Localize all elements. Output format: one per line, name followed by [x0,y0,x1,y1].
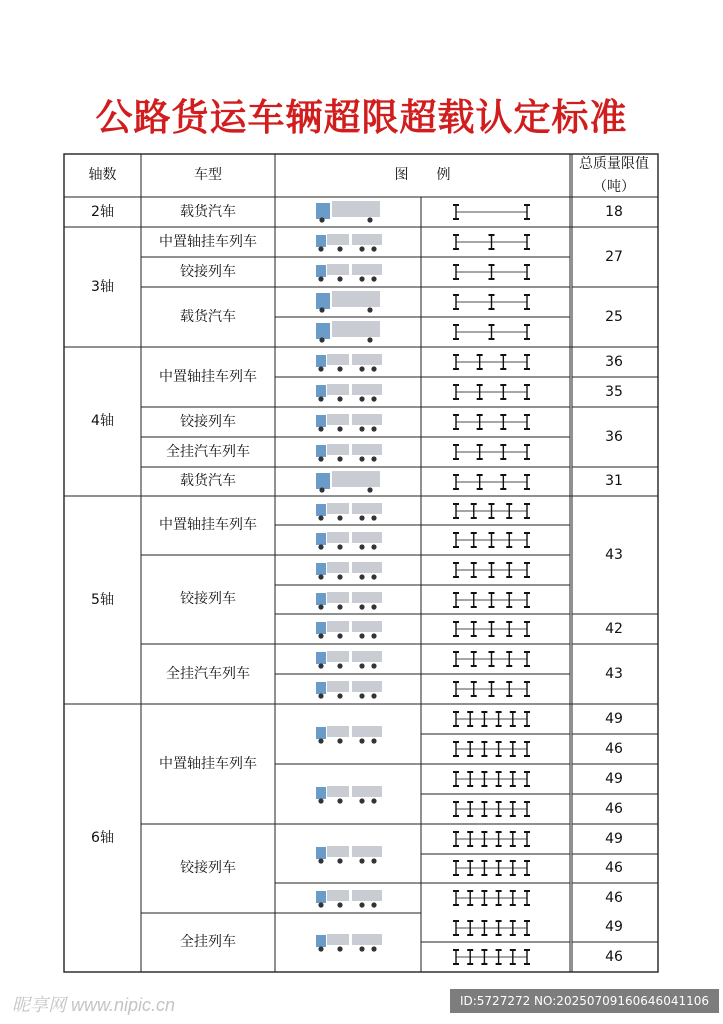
axle-diagram-icon [453,622,530,636]
truck-icon [316,846,382,864]
truck-icon [316,786,382,804]
truck-icon [316,321,380,343]
truck-icon [316,562,382,580]
limit-value: 49 [605,710,623,727]
axle-diagram-icon [453,385,530,399]
type-3axle-articulated: 铰接列车 [180,263,236,280]
truck-icon [316,621,382,639]
type-4axle-articulated: 铰接列车 [180,413,236,430]
type-5axle-center-axle-trailer: 中置轴挂车列车 [159,517,257,533]
axle-diagram-icon [453,832,530,846]
image-id-label: ID:5727272 NO:20250709160646041106 [450,989,719,1013]
axle-diagram-icon [453,772,530,786]
axle-diagram-icon [453,742,530,756]
axle-diagram-icon [453,355,530,369]
truck-icon [316,726,382,744]
type-5axle-full-trailer: 全挂汽车列车 [166,665,250,682]
axle-diagram-icon [453,295,530,309]
limit-value: 18 [605,203,623,220]
type-6axle-full-trailer: 全挂列车 [180,934,236,950]
axle-diagram-icon [453,950,530,964]
truck-icon [316,291,380,313]
watermark-bar [0,983,723,1024]
axle-diagram-icon [453,652,530,666]
axle-diagram-icon [453,415,530,429]
axle-diagram-icon [453,921,530,935]
axle-diagram-icon [453,861,530,875]
limit-value: 46 [605,889,623,906]
truck-icon [316,532,382,550]
truck-icon [316,651,382,669]
type-4axle-full-trailer: 全挂汽车列车 [166,443,250,460]
limit-value: 25 [605,308,623,325]
axle-diagram-icon [453,533,530,547]
truck-icon [316,934,382,952]
type-5axle-articulated: 铰接列车 [180,591,236,607]
truck-icon [316,890,382,908]
limit-value: 36 [605,428,623,445]
page-title: 公路货运车辆超限超载认定标准 [95,96,628,139]
axle-diagram-icon [453,205,530,219]
axle-diagram-icon [453,325,530,339]
header-illustration: 图 例 [394,167,451,183]
axle-diagram-icon [453,712,530,726]
truck-icon [316,354,382,372]
truck-icon [316,234,382,252]
limit-value: 46 [605,800,623,817]
type-3axle-center-axle-trailer: 中置轴挂车列车 [159,233,257,250]
truck-icon [316,264,382,282]
limit-value: 49 [605,830,623,847]
limit-value: 46 [605,948,623,965]
limit-value: 46 [605,740,623,757]
limit-value: 27 [605,248,623,265]
type-6axle-center-axle-trailer: 中置轴挂车列车 [159,755,257,772]
limit-value: 43 [605,546,623,563]
header-weight-limit: 总质量限值（吨） [579,155,649,195]
truck-icon [316,444,382,462]
axle-5-label: 5轴 [91,591,114,608]
axle-diagram-icon [453,265,530,279]
axle-6-label: 6轴 [91,829,114,846]
type-2axle-truck: 载货汽车 [180,203,236,220]
axle-diagram-icon [453,593,530,607]
limit-value: 46 [605,860,623,876]
axle-3-label: 3轴 [91,278,114,295]
type-6axle-articulated: 铰接列车 [180,860,236,876]
limit-value: 42 [605,620,623,637]
truck-icon [316,471,380,493]
header-vehicle-type: 车型 [194,167,222,183]
site-watermark: 昵享网 www.nipic.cn [12,995,176,1015]
axle-diagram-icon [453,682,530,696]
truck-icon [316,681,382,699]
axle-2-label: 2轴 [91,203,114,220]
type-4axle-truck: 载货汽车 [180,473,236,489]
axle-diagram-icon [453,445,530,459]
truck-icon [316,503,382,521]
type-3axle-truck: 载货汽车 [180,308,236,325]
axle-diagram-icon [453,563,530,577]
axle-diagram-icon [453,504,530,518]
header-axles: 轴数 [88,167,117,183]
truck-icon [316,592,382,610]
limit-value: 43 [605,665,623,682]
limit-value: 35 [605,383,623,400]
axle-diagram-icon [453,802,530,816]
axle-diagram-icon [453,891,530,905]
axle-diagram-icon [453,475,530,489]
truck-icon [316,384,382,402]
axle-4-label: 4轴 [91,413,114,429]
truck-icon [316,414,382,432]
type-4axle-center-axle-trailer: 中置轴挂车列车 [159,368,257,385]
limit-value: 36 [605,353,623,370]
truck-icon [316,201,380,223]
limit-value: 49 [605,919,623,935]
limit-value: 31 [605,473,623,489]
axle-diagram-icon [453,235,530,249]
limit-value: 49 [605,770,623,787]
